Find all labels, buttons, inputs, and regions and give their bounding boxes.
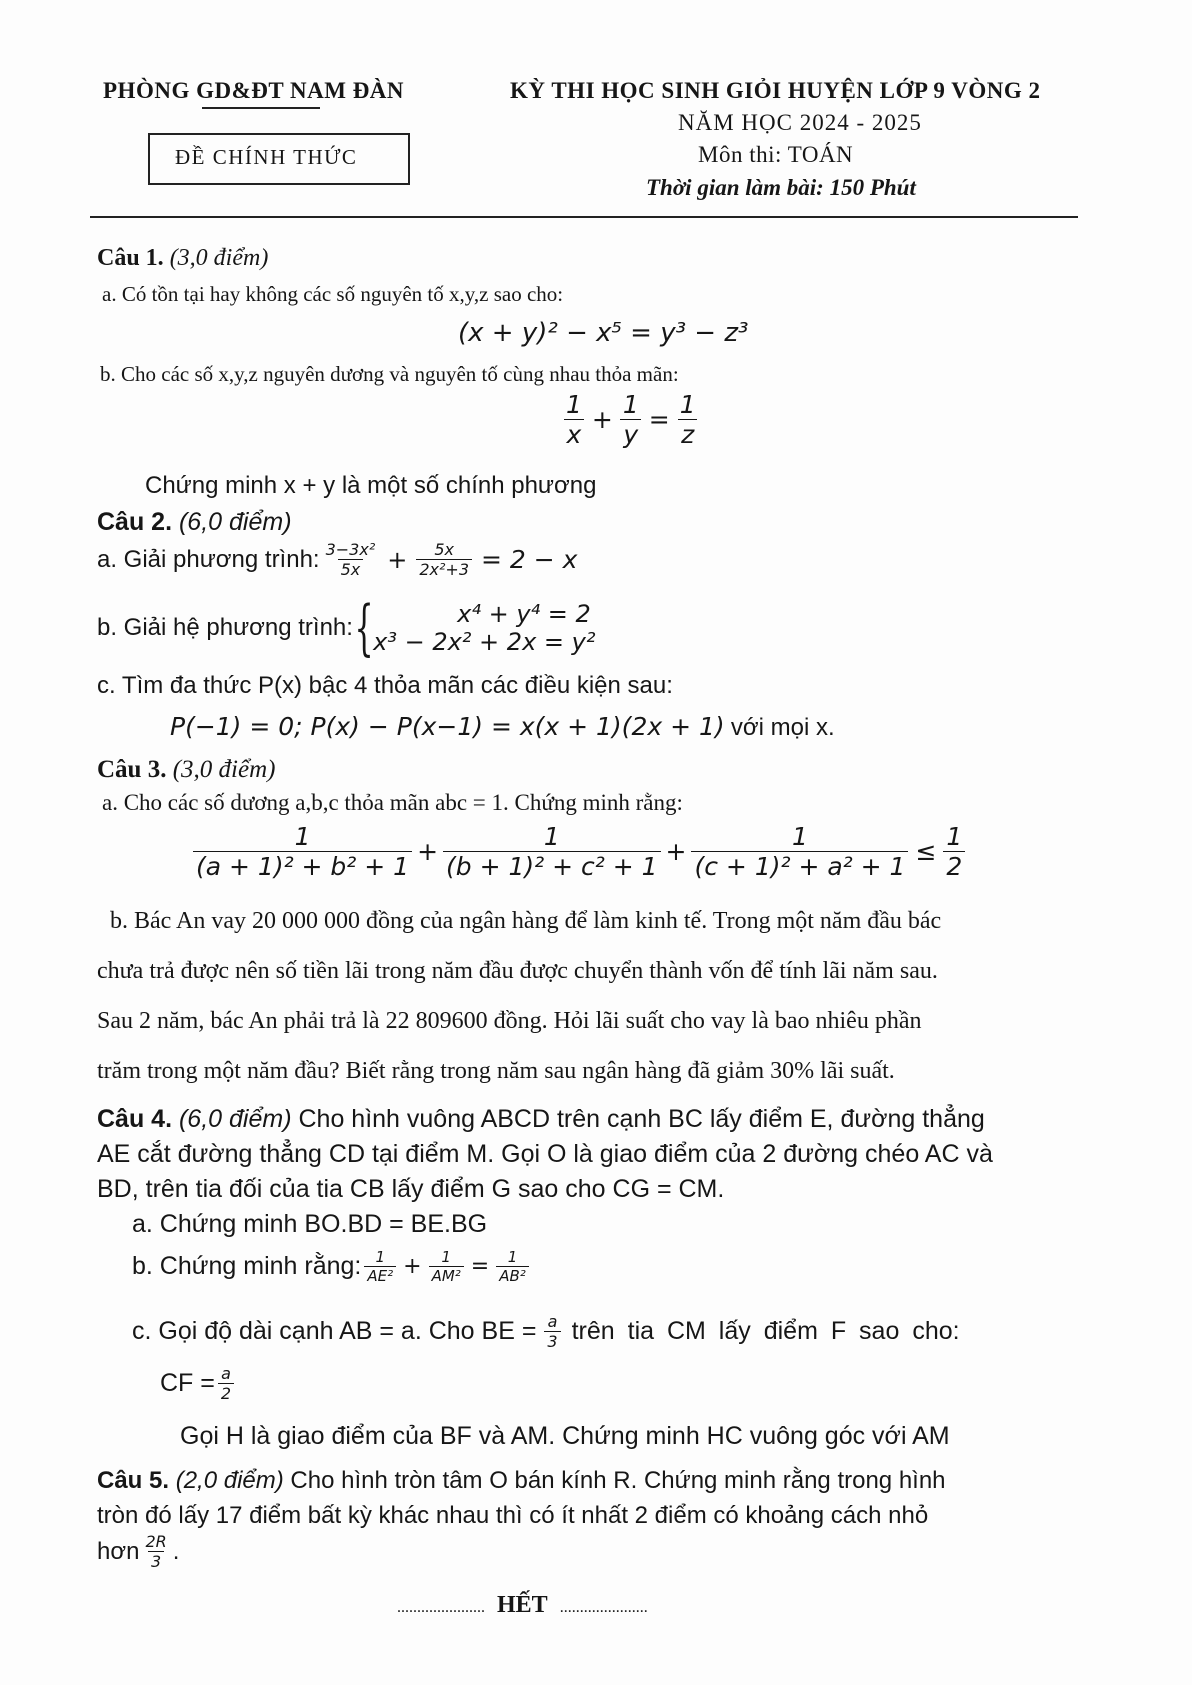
q1b-frac-y: $\frac{1}{y}$	[620, 390, 642, 449]
q1a-formula: (x + y)² − x⁵ = y³ − z³	[458, 318, 749, 348]
q3-points: (3,0 điểm)	[172, 756, 276, 783]
q2-heading	[97, 508, 292, 537]
q1b-frac-z: $\frac{1}{z}$	[679, 390, 696, 449]
q1b-text: b. Cho các số x,y,z nguyên dương và nguyên tố cùng nhau thỏa mãn:	[100, 362, 679, 386]
q1-label: Câu 1.	[97, 245, 164, 271]
footer-end-text: HẾT	[497, 1592, 548, 1618]
footer-dots-right: ......................	[559, 1599, 648, 1616]
q2b-eq1: x⁴ + y⁴ = 2	[457, 600, 591, 628]
q1a-text: a. Có tồn tại hay không các số nguyên tố x,y,z sao cho:	[102, 282, 564, 306]
q2b-system	[373, 600, 595, 656]
q4c-line	[132, 1312, 960, 1351]
q4b-prefix: b. Chứng minh rằng:	[132, 1252, 362, 1280]
q3b-line4: trăm trong một năm đầu? Biết rằng trong năm sau ngân hàng đã giảm 30% lãi suất.	[97, 1058, 895, 1084]
q3-heading	[97, 756, 275, 784]
q5-line1	[97, 1467, 946, 1495]
q4-intro-line3: BD, trên tia đối của tia CB lấy điểm G sao cho CG = CM.	[97, 1175, 725, 1203]
q2c-text: c. Tìm đa thức P(x) bậc 4 thỏa mãn các điều kiện sau:	[97, 672, 673, 699]
q4-points: (6,0 điểm)	[178, 1105, 292, 1133]
q3b-line2: chưa trả được nên số tiền lãi trong năm đầu được chuyển thành vốn để tính lãi năm sau.	[97, 958, 938, 984]
q2b-line	[97, 593, 596, 663]
q4-label: Câu 4.	[97, 1105, 173, 1133]
q4b-frac2: $\frac{1}{\text{AM²}}$	[429, 1248, 464, 1285]
q3a-term1: $\frac{1}{\text{(a + 1)² + b² + 1}}$	[193, 822, 412, 881]
q1-heading	[97, 245, 268, 272]
q4c-prefix: c. Gọi độ dài cạnh AB = a. Cho BE =	[132, 1317, 537, 1345]
duration: Thời gian làm bài: 150 Phút	[646, 175, 916, 200]
official-badge: ĐỀ CHÍNH THỨC	[175, 145, 358, 169]
q4c-be-frac: $\frac{a}{3}$	[544, 1312, 560, 1351]
q4b-frac3: $\frac{1}{\text{AB²}}$	[496, 1248, 529, 1285]
q5-line3-prefix: hơn	[97, 1537, 140, 1565]
q3-label: Câu 3.	[97, 756, 167, 783]
q2a-frac1: $\frac{\text{3−3x²}}{5x}$	[325, 540, 376, 579]
q1b-frac-x: $\frac{1}{x}$	[563, 390, 585, 449]
header-office: PHÒNG GD&ĐT NAM ĐÀN	[103, 78, 405, 103]
exam-title: KỲ THI HỌC SINH GIỎI HUYỆN LỚP 9 VÒNG 2	[510, 78, 1041, 103]
school-year: NĂM HỌC 2024 - 2025	[678, 110, 922, 135]
q2-points: (6,0 điểm)	[178, 508, 292, 536]
q3a-term2: $\frac{1}{\text{(b + 1)² + c² + 1}}$	[443, 822, 661, 881]
q4c-cf-line	[160, 1364, 237, 1403]
q5-label: Câu 5.	[97, 1467, 170, 1494]
q4-intro-line1	[97, 1105, 985, 1134]
q2a-prefix: a. Giải phương trình:	[97, 545, 320, 573]
q2c-suffix: với mọi x.	[730, 714, 835, 741]
q4c-cf-prefix: CF =	[160, 1369, 215, 1397]
q2b-eq2: x³ − 2x² + 2x = y²	[373, 628, 596, 656]
header-divider	[90, 216, 1078, 218]
footer-end	[397, 1592, 648, 1619]
q2a-rhs: = 2 − x	[481, 545, 578, 574]
q5-line3: hơn $\frac{2R}{3}$ .	[97, 1532, 180, 1571]
q4c-cf-frac: $\frac{a}{2}$	[218, 1364, 234, 1403]
q3a-inequality: $\frac{1}{\text{(a + 1)² + b² + 1}}$ + $\frac{1}{\text{(b + 1)² + c² + 1}}$ + $\frac{1}{\text{(c + 1)² + a² + 1}}$ ≤ $\frac{1}{2}$	[190, 822, 968, 881]
q1-points: (3,0 điểm)	[169, 245, 269, 271]
q5-line2: tròn đó lấy 17 điểm bất kỳ khác nhau thì có ít nhất 2 điểm có khoảng cách nhỏ	[97, 1502, 929, 1529]
q4b-line: b. Chứng minh rằng: $\frac{1}{\text{AE²}}$ + $\frac{1}{\text{AM²}}$ = $\frac{1}{\text{AB²}}$	[132, 1248, 532, 1285]
q4c-last: Gọi H là giao điểm của BF và AM. Chứng minh HC vuông góc với AM	[180, 1422, 950, 1450]
q2c-formula: P(−1) = 0; P(x) − P(x−1) = x(x + 1)(2x + 1)	[170, 712, 725, 741]
q4b-frac1: $\frac{1}{\text{AE²}}$	[364, 1248, 396, 1285]
q1b-conclusion: Chứng minh x + y là một số chính phương	[145, 472, 597, 499]
system-brace: {	[354, 593, 374, 663]
q4c-suffix: trên tia CM lấy điểm F sao cho:	[571, 1317, 960, 1345]
q5-text1: Cho hình tròn tâm O bán kính R. Chứng minh rằng trong hình	[290, 1467, 946, 1494]
q2c-line	[170, 712, 835, 742]
q2a-line: a. Giải phương trình: $\frac{\text{3−3x²}}{5x}$ + $\frac{5x}{\text{2x²+3}}$ = 2 − x	[97, 540, 578, 579]
q3b-line3: Sau 2 năm, bác An phải trả là 22 809600 đồng. Hỏi lãi suất cho vay là bao nhiêu phần	[97, 1008, 922, 1034]
q3a-text: a. Cho các số dương a,b,c thỏa mãn abc = 1. Chứng minh rằng:	[102, 790, 683, 815]
q3a-term3: $\frac{1}{\text{(c + 1)² + a² + 1}}$	[691, 822, 908, 881]
q5-frac: $\frac{2R}{3}$	[145, 1532, 167, 1571]
q2-label: Câu 2.	[97, 508, 173, 536]
q2a-frac2: $\frac{5x}{\text{2x²+3}}$	[416, 540, 472, 579]
q3a-rhs: $\frac{1}{2}$	[943, 822, 965, 881]
q4a-text: a. Chứng minh BO.BD = BE.BG	[132, 1210, 488, 1238]
header-office-underline	[202, 107, 320, 109]
footer-dots-left: ......................	[397, 1599, 485, 1616]
q1b-equation: $\frac{1}{x}$ + $\frac{1}{y}$ = $\frac{1}{z}$	[560, 390, 702, 449]
subject: Môn thi: TOÁN	[698, 142, 854, 167]
q4-intro-line2: AE cắt đường thẳng CD tại điểm M. Gọi O là giao điểm của 2 đường chéo AC và	[97, 1140, 993, 1168]
q5-points: (2,0 điểm)	[175, 1467, 284, 1494]
q4-intro1: Cho hình vuông ABCD trên cạnh BC lấy điểm E, đường thẳng	[298, 1105, 985, 1133]
q3b-line1: b. Bác An vay 20 000 000 đồng của ngân hàng để làm kinh tế. Trong một năm đầu bác	[110, 908, 942, 934]
q2b-prefix: b. Giải hệ phương trình:	[97, 614, 353, 641]
